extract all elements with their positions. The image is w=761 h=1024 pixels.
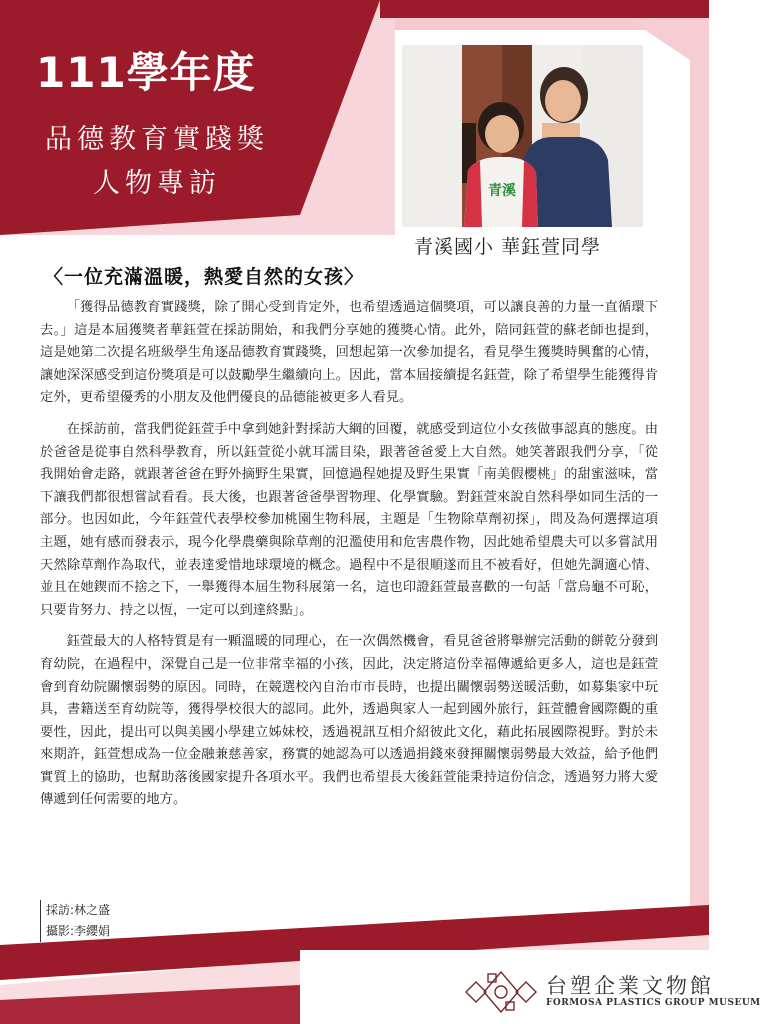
article-paragraph: 在採訪前，當我們從鈺萱手中拿到她針對採訪大綱的回覆，就感受到這位小女孩做事認真的態度。由於爸爸是從事自然科學教育，所以鈺萱從小就耳濡目染，跟著爸爸愛上大自然。她笑著跟我們分享，「從我開始會走路，就跟著爸爸在野外摘野生果實，回憶過程她提及野生果實「南美假櫻桃」的甜蜜滋味，當下讓我們都很想嘗試看看。長大後，也跟著爸爸學習物理、化學實驗。對鈺萱來說自然科學如同生活的一部分。也因如此，今年鈺萱代表學校參加桃園生物科展，主題是「生物除草劑初探」，問及為何選擇這項主題，她有感而發表示，現今化學農藥與除草劑的氾濫使用和危害農作物，因此她希望農夫可以多嘗試用天然除草劑作為取代，並表達愛惜地球環境的概念。過程中不是很順遂而且不被看好，但她先調適心情、並且在她鍥而不捨之下，一舉獲得本屆生物科展第一名，這也印證鈺萱最喜歡的一句話「當烏龜不可恥，只要肯努力、持之以恆，一定可以到達終點」。	[40, 421, 658, 618]
photo-illustration	[402, 45, 643, 227]
interviewer-credit: 採訪:林之盛	[40, 900, 110, 921]
museum-name-chinese: 台塑企業文物館	[546, 974, 714, 998]
article-body	[40, 297, 658, 821]
museum-emblem-icon	[460, 968, 542, 1016]
photo-caption: 青溪國小 華鈺萱同學	[414, 236, 602, 258]
header-top-maroon	[380, 0, 709, 18]
award-subtitle-line1: 品德教育實踐獎	[45, 124, 269, 155]
award-subtitle-line2: 人物專訪	[93, 168, 221, 199]
year-title: 111學年度	[36, 48, 256, 97]
museum-name-english: FORMOSA PLASTICS GROUP MUSEUM	[546, 998, 761, 1008]
shirt-text: 青溪	[488, 183, 516, 199]
award-subtitle	[22, 118, 292, 206]
article-headline: 〈一位充滿溫暖，熱愛自然的女孩〉	[44, 266, 365, 288]
article-paragraph: 「獲得品德教育實踐獎，除了開心受到肯定外，也希望透過這個獎項，可以讓良善的力量一直循環下去。」這是本屆獲獎者華鈺萱在採訪開始，和我們分享她的獲獎心情。此外，陪同鈺萱的蘇老師也提到，這是她第二次提名班級學生角逐品德教育實踐獎，回想起第一次參加提名，看見學生獲獎時興奮的心情，讓她深深感受到這份獎項是可以鼓勵學生繼續向上。因此，當本屆接續提名鈺萱，除了希望學生能獲得肯定外，更希望優秀的小朋友及他們優良的品德能被更多人看見。	[40, 300, 658, 406]
museum-logo	[460, 968, 761, 1016]
photographer-credit: 攝影:李纓娟	[40, 921, 110, 942]
student-teacher-photo	[402, 45, 643, 227]
article-paragraph: 鈺萱最大的人格特質是有一顆溫暖的同理心，在一次偶然機會，看見爸爸將舉辦完活動的餅乾分發到育幼院，在過程中，深覺自己是一位非常幸福的小孩，因此，決定將這份幸福傳遞給更多人，這也是鈺萱會到育幼院關懷弱勢的原因。同時，在競選校內自治市市長時，也提出關懷弱勢送暖活動，如募集家中玩具，書籍送至育幼院等，獲得學校很大的認同。此外，透過與家人一起到國外旅行，鈺萱體會國際觀的重要性，因此，提出可以與美國小學建立姊妹校，透過視訊互相介紹彼此文化，藉此拓展國際視野。對於未來期許，鈺萱想成為一位金融兼慈善家，務實的她認為可以透過捐錢來發揮關懷弱勢最大效益，給予他們實質上的協助，也幫助落後國家提升各項水平。我們也希望長大後鈺萱能秉持這份信念，透過努力將大愛傳遞到任何需要的地方。	[40, 634, 658, 808]
credits	[40, 900, 110, 942]
